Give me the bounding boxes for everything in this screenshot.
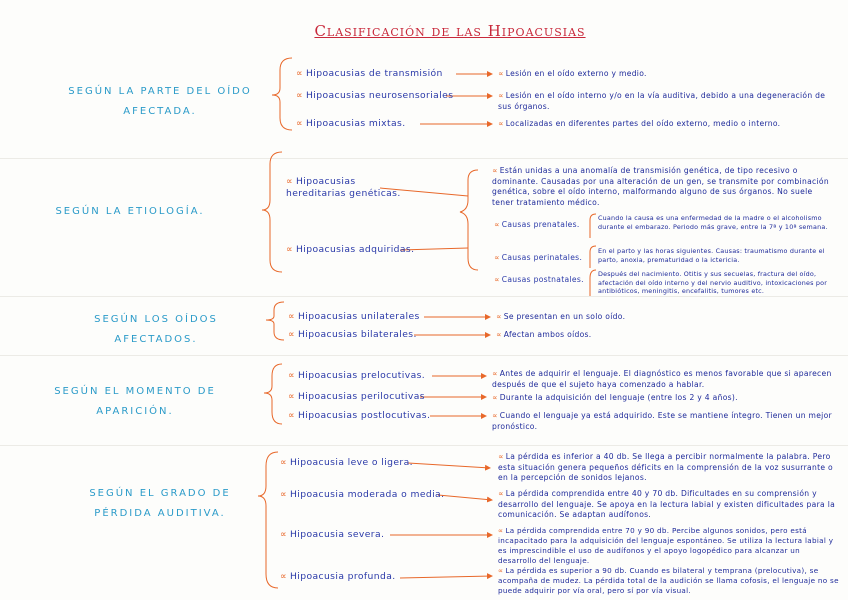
item-label: ∝ Hipoacusia profunda. <box>280 571 396 582</box>
sub-item-description: En el parto y las horas siguientes. Causas: traumatismo durante el parto, anoxia, prematuridad o la ictericia. <box>598 247 825 264</box>
item-label: ∝ Hipoacusias adquiridas. <box>286 244 415 255</box>
sub-item-description: Después del nacimiento. Otitis y sus secuelas, fractura del oído, afectación del oído interno y del nervio auditivo, intoxicaciones por antibióticos, meningitis, encefalitis, tumores etc. <box>598 270 828 296</box>
item-label: ∝ Hipoacusia moderada o media. <box>280 489 445 500</box>
item-label: ∝ Hipoacusias prelocutivas. <box>288 370 426 381</box>
arrow <box>438 495 492 500</box>
brace-2 <box>262 152 282 272</box>
item-description: ∝ Se presentan en un solo oído. <box>496 312 626 321</box>
item-description: ∝ Localizadas en diferentes partes del oído externo, medio o interno. <box>498 119 781 128</box>
item-label: ∝ Hipoacusias hereditarias genéticas. <box>286 176 401 199</box>
sub-item-label: ∝ Causas postnatales. <box>494 275 584 284</box>
item-label: ∝ Hipoacusias bilaterales. <box>288 329 417 340</box>
item-label: ∝ Hipoacusias unilaterales <box>288 311 420 322</box>
sub-item-description: Cuando la causa es una enfermedad de la madre o el alcoholismo durante el embarazo. Periodo más grave, entre la 7ª y 10ª semana. <box>598 214 828 231</box>
item-description: ∝ Lesión en el oído externo y medio. <box>498 69 647 78</box>
item-description: ∝ La pérdida comprendida entre 40 y 70 db. Dificultades en su comprensión y desarrollo del lenguaje. Se apoya en la lectura labial y existen dificultades para la comunicación. Se adaptan audífonos. <box>498 489 836 519</box>
item-label: ∝ Hipoacusias perilocutivas <box>288 391 425 402</box>
item-label: ∝ Hipoacusias postlocutivas. <box>288 410 431 421</box>
category-label: SEGÚN LOS OÍDOS AFECTADOS. <box>94 314 218 345</box>
brace-2d <box>590 246 596 268</box>
item-description: ∝ Están unidas a una anomalía de transmisión genética, de tipo recesivo o dominante. Causadas por una alteración de un gen, se transmite por combinación genética, sobre el oído interno, malformando alguno de sus órganos. No suele tener tratamiento médico. <box>492 166 829 207</box>
category-label: SEGÚN LA ETIOLOGÍA. <box>55 206 205 217</box>
category-label: SEGÚN EL MOMENTO DE APARICIÓN. <box>54 386 216 417</box>
brace-3 <box>266 302 284 340</box>
sub-item-label: ∝ Causas prenatales. <box>494 220 580 229</box>
item-description: ∝ Cuando el lenguaje ya está adquirido. Este se mantiene íntegro. Tienen un mejor pronóstico. <box>492 411 832 431</box>
item-description: ∝ Antes de adquirir el lenguaje. El diagnóstico es menos favorable que si aparecen después de que el sujeto haya comenzado a hablar. <box>492 369 832 389</box>
item-label: ∝ Hipoacusias de transmisión <box>296 68 443 79</box>
brace-4 <box>264 364 282 424</box>
page-title: Clasificación de las Hipoacusias <box>314 22 586 40</box>
sub-item-label: ∝ Causas perinatales. <box>494 253 583 262</box>
brace-2e <box>590 270 596 296</box>
item-description: ∝ Lesión en el oído interno y/o en la vía auditiva, debido a una degeneración de sus órganos. <box>498 91 826 111</box>
item-description: ∝ La pérdida comprendida entre 70 y 90 db. Percibe algunos sonidos, pero está incapacitado para la adquisición del lenguaje espontáneo. Se utiliza la lectura labial y es imprescindible el uso de audífonos y el apoyo logopédico para alcanzar un desarrollo del lenguaje. <box>498 526 834 565</box>
item-description: ∝ Durante la adquisición del lenguaje (entre los 2 y 4 años). <box>492 393 738 402</box>
arrow <box>408 463 490 468</box>
brace-1 <box>272 58 292 130</box>
item-description: ∝ La pérdida es superior a 90 db. Cuando es bilateral y temprana (prelocutiva), se acompaña de mudez. La pérdida total de la audición se llama cofosis, el lenguaje no se puede adquirir por vía oral, pero sí por vía visual. <box>498 566 839 595</box>
item-label: ∝ Hipoacusia severa. <box>280 529 385 540</box>
item-label: ∝ Hipoacusia leve o ligera. <box>280 457 413 468</box>
item-description: ∝ Afectan ambos oídos. <box>496 330 592 339</box>
category-label: SEGÚN EL GRADO DE PÉRDIDA AUDITIVA. <box>89 488 231 519</box>
arrow <box>400 576 492 578</box>
item-label: ∝ Hipoacusias mixtas. <box>296 118 406 129</box>
brace-2b <box>460 170 478 270</box>
item-label: ∝ Hipoacusias neurosensoriales <box>296 90 454 101</box>
category-label: SEGÚN LA PARTE DEL OÍDO AFECTADA. <box>68 86 252 117</box>
brace-5 <box>258 452 278 588</box>
item-description: ∝ La pérdida es inferior a 40 db. Se llega a percibir normalmente la palabra. Pero esta situación genera pequeños déficits en la comprensión de la voz susurrante o en la percepción de sonidos lejanos. <box>498 452 833 482</box>
brace-2c <box>590 214 596 238</box>
